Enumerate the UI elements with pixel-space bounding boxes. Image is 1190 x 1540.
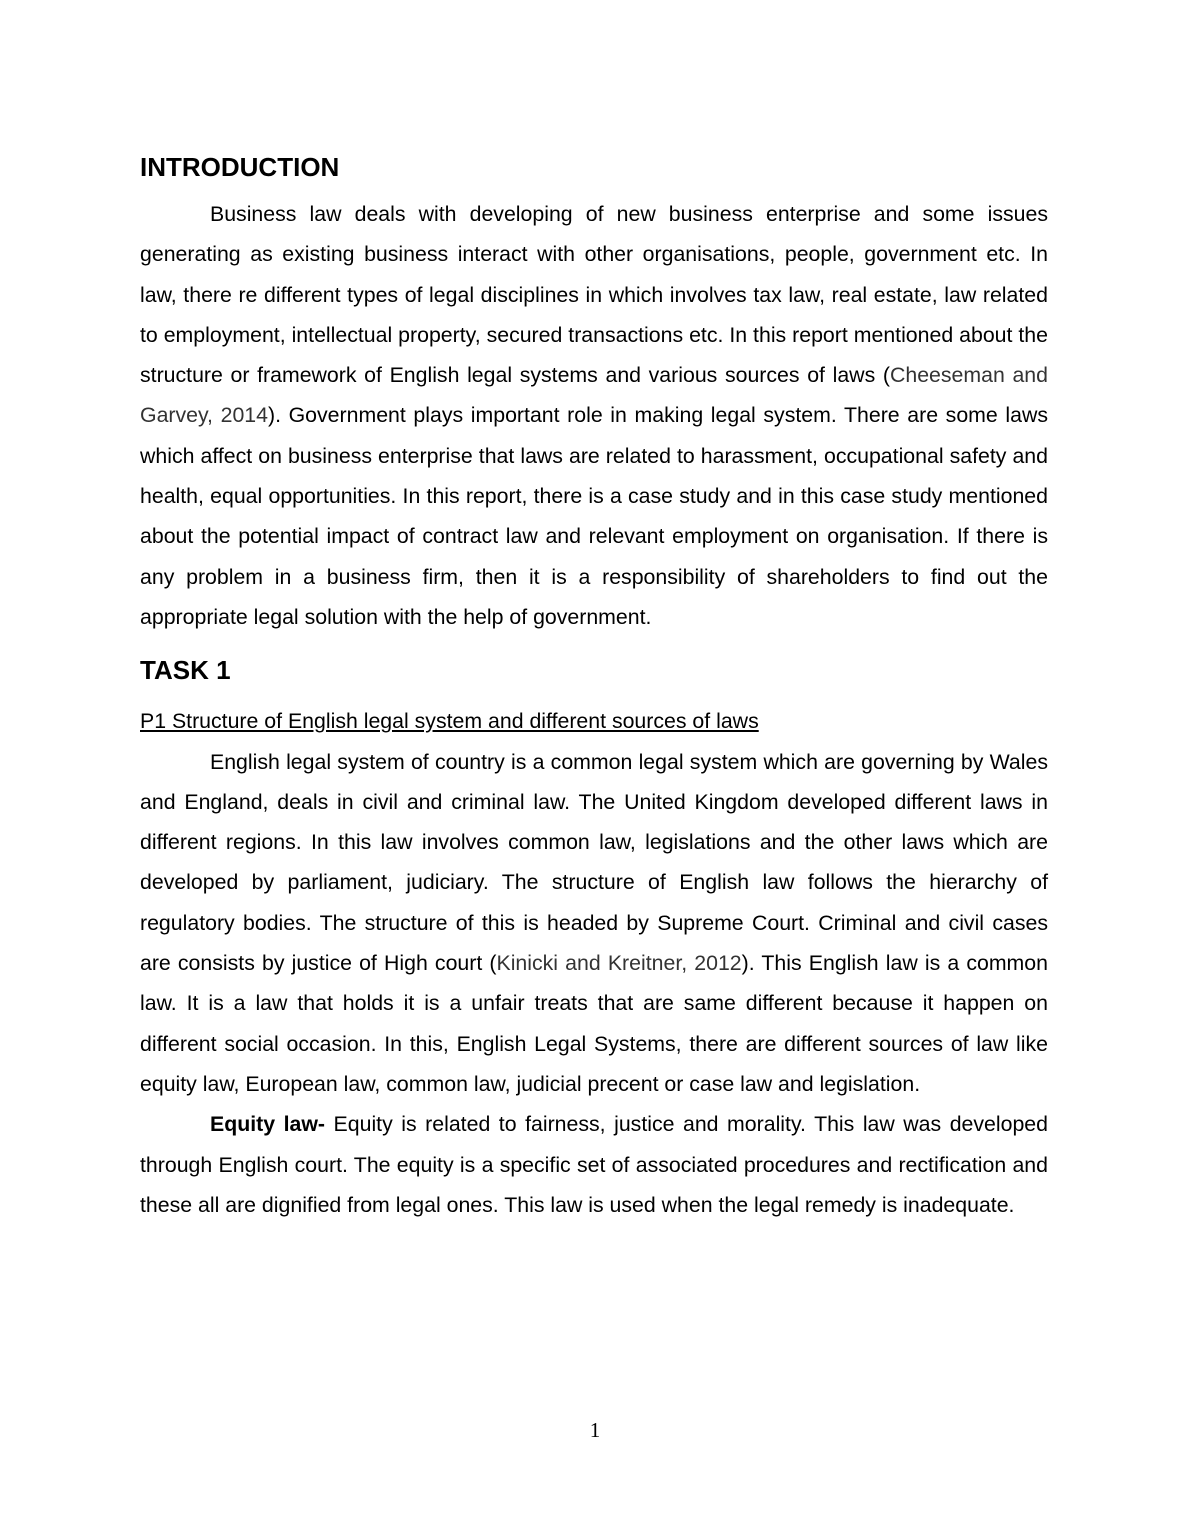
paragraph-text: English legal system of country is a common legal system which are governing by Wales and England, deals in civil and criminal law. The United Kingdom developed different laws in different regions. In this law involves common law, legislations and the other laws which are developed by parliament, judiciary. The structure of English law follows the hierarchy of regulatory bodies. The structure of this is headed by Supreme Court. Criminal and civil cases are consists by justice of High court ( <box>140 749 1048 976</box>
equity-law-paragraph <box>140 1104 1048 1225</box>
page-number: 1 <box>589 1418 601 1442</box>
paragraph-text: Equity is related to fairness, justice and morality. This law was developed through English court. The equity is a specific set of associated procedures and rectification and these all are dignified from legal ones. This law is used when the legal remedy is inadequate. <box>140 1112 1048 1217</box>
task1-heading: TASK 1 <box>140 655 231 686</box>
legal-system-paragraph <box>140 742 1048 1105</box>
citation: Kinicki and Kreitner, 2012 <box>496 951 742 976</box>
paragraph-text: ). This English law is a common law. It is a law that holds it is a unfair treats that are same different because it happen on different social occasion. In this, English Legal Systems, there are different sources of law like equity law, European law, common law, judicial precent or case law and legislation. <box>140 951 1048 1096</box>
p1-subheading: P1 Structure of English legal system and different sources of laws <box>140 709 759 734</box>
document-body <box>140 148 1048 1225</box>
paragraph-text: ). Government plays important role in making legal system. There are some laws which affect on business enterprise that laws are related to harassment, occupational safety and health, equal opportunities. In this report, there is a case study and in this case study mentioned about the potential impact of contract law and relevant employment on organisation. If there is any problem in a business firm, then it is a responsibility of shareholders to find out the appropriate legal solution with the help of government. <box>140 403 1048 629</box>
paragraph-text: Business law deals with developing of new business enterprise and some issues generating as existing business interact with other organisations, people, government etc. In law, there re different types of legal disciplines in which involves tax law, real estate, law related to employment, intellectual property, secured transactions etc. In this report mentioned about the structure or framework of English legal systems and various sources of laws ( <box>140 202 1048 388</box>
introduction-paragraph <box>140 194 1048 637</box>
equity-law-term: Equity law- <box>210 1112 326 1137</box>
introduction-heading: INTRODUCTION <box>140 152 340 182</box>
citation: Cheeseman and Garvey, 2014 <box>140 363 1048 428</box>
